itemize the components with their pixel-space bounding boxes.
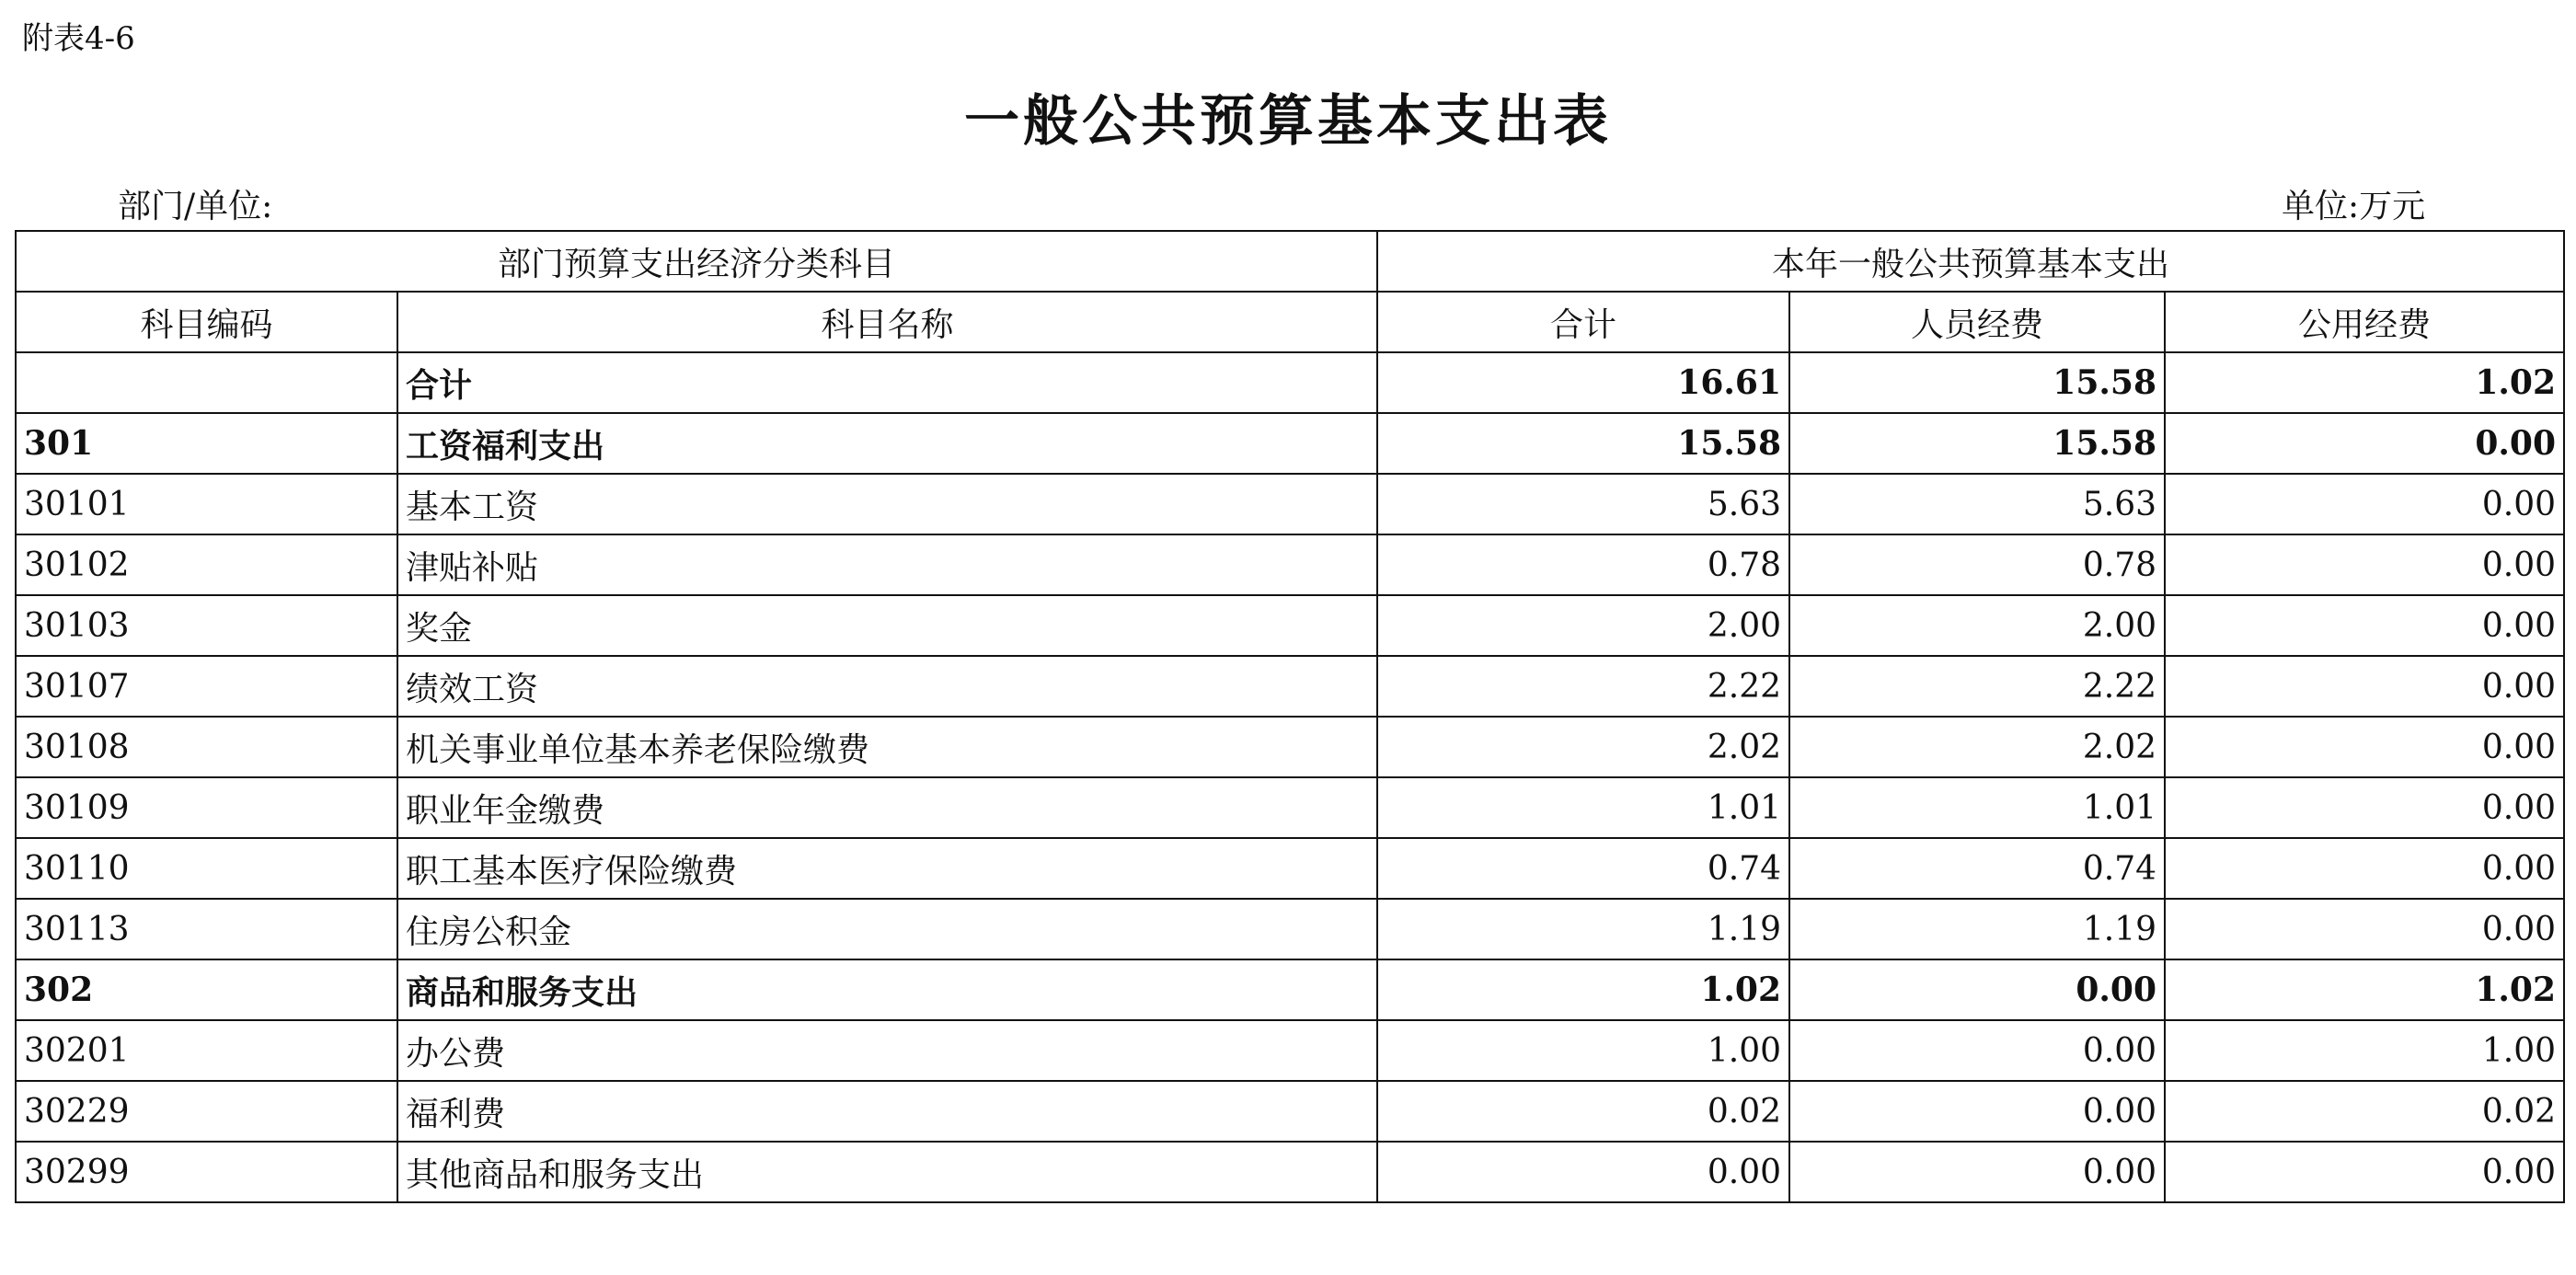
- cell-personnel: 0.00: [1789, 1020, 2165, 1081]
- cell-personnel: 0.78: [1789, 534, 2165, 595]
- cell-total: 0.00: [1377, 1142, 1789, 1202]
- cell-name: 绩效工资: [397, 656, 1377, 717]
- cell-total: 2.02: [1377, 717, 1789, 777]
- table-row: [16, 838, 2564, 899]
- cell-total: 15.58: [1377, 413, 1789, 474]
- annex-label: 附表4-6: [22, 20, 135, 57]
- cell-personnel: 0.00: [1789, 959, 2165, 1020]
- cell-public: 0.00: [2165, 1142, 2564, 1202]
- cell-code: 30109: [16, 777, 397, 838]
- cell-total: 1.02: [1377, 959, 1789, 1020]
- department-label: 部门/单位:: [118, 188, 273, 225]
- table-row: [16, 474, 2564, 534]
- cell-public: 0.00: [2165, 717, 2564, 777]
- cell-public: 0.00: [2165, 838, 2564, 899]
- cell-public: 0.02: [2165, 1081, 2564, 1142]
- category-row: [16, 959, 2564, 1020]
- cell-personnel: 1.01: [1789, 777, 2165, 838]
- cell-personnel: 0.00: [1789, 1142, 2165, 1202]
- unit-label: 单位:万元: [2282, 188, 2426, 225]
- header-code: 科目编码: [16, 292, 397, 352]
- cell-total: 2.00: [1377, 595, 1789, 656]
- cell-public: 0.00: [2165, 656, 2564, 717]
- cell-name: 工资福利支出: [397, 413, 1377, 474]
- cell-personnel: 15.58: [1789, 413, 2165, 474]
- header-column-row: [16, 292, 2564, 352]
- total-row-name: 合计: [397, 352, 1377, 413]
- table-row: [16, 777, 2564, 838]
- cell-code: 301: [16, 413, 397, 474]
- cell-code: 30107: [16, 656, 397, 717]
- cell-public: 0.00: [2165, 899, 2564, 959]
- cell-public: 0.00: [2165, 413, 2564, 474]
- table-row: [16, 899, 2564, 959]
- header-group-left: 部门预算支出经济分类科目: [16, 231, 1377, 292]
- total-row-code: [16, 352, 397, 413]
- table-row: [16, 534, 2564, 595]
- table-row: [16, 1020, 2564, 1081]
- table-row: [16, 1142, 2564, 1202]
- table-row: [16, 717, 2564, 777]
- cell-name: 住房公积金: [397, 899, 1377, 959]
- cell-name: 职工基本医疗保险缴费: [397, 838, 1377, 899]
- cell-name: 福利费: [397, 1081, 1377, 1142]
- cell-name: 职业年金缴费: [397, 777, 1377, 838]
- cell-personnel: 1.19: [1789, 899, 2165, 959]
- cell-personnel: 0.74: [1789, 838, 2165, 899]
- cell-name: 奖金: [397, 595, 1377, 656]
- cell-public: 1.02: [2165, 959, 2564, 1020]
- table-body: [16, 352, 2564, 1202]
- budget-table: [15, 230, 2565, 1203]
- cell-code: 302: [16, 959, 397, 1020]
- page-title: 一般公共预算基本支出表: [964, 89, 1612, 154]
- cell-public: 0.00: [2165, 534, 2564, 595]
- cell-public: 0.00: [2165, 474, 2564, 534]
- cell-personnel: 2.22: [1789, 656, 2165, 717]
- cell-code: 30103: [16, 595, 397, 656]
- cell-total: 2.22: [1377, 656, 1789, 717]
- header-group-row: [16, 231, 2564, 292]
- cell-total: 0.02: [1377, 1081, 1789, 1142]
- cell-code: 30110: [16, 838, 397, 899]
- total-row: [16, 352, 2564, 413]
- cell-total: 1.00: [1377, 1020, 1789, 1081]
- cell-total: 1.19: [1377, 899, 1789, 959]
- cell-name: 商品和服务支出: [397, 959, 1377, 1020]
- total-row-total: 16.61: [1377, 352, 1789, 413]
- header-public: 公用经费: [2165, 292, 2564, 352]
- cell-code: 30299: [16, 1142, 397, 1202]
- cell-total: 1.01: [1377, 777, 1789, 838]
- cell-personnel: 2.00: [1789, 595, 2165, 656]
- header-group-right: 本年一般公共预算基本支出: [1377, 231, 2564, 292]
- cell-name: 基本工资: [397, 474, 1377, 534]
- cell-total: 0.74: [1377, 838, 1789, 899]
- cell-personnel: 0.00: [1789, 1081, 2165, 1142]
- table-row: [16, 1081, 2564, 1142]
- cell-name: 办公费: [397, 1020, 1377, 1081]
- category-row: [16, 413, 2564, 474]
- cell-code: 30102: [16, 534, 397, 595]
- cell-code: 30113: [16, 899, 397, 959]
- cell-personnel: 2.02: [1789, 717, 2165, 777]
- header-personnel: 人员经费: [1789, 292, 2165, 352]
- cell-code: 30108: [16, 717, 397, 777]
- cell-name: 其他商品和服务支出: [397, 1142, 1377, 1202]
- total-row-public: 1.02: [2165, 352, 2564, 413]
- cell-public: 0.00: [2165, 777, 2564, 838]
- header-total: 合计: [1377, 292, 1789, 352]
- table-row: [16, 595, 2564, 656]
- cell-name: 机关事业单位基本养老保险缴费: [397, 717, 1377, 777]
- table-row: [16, 656, 2564, 717]
- cell-total: 0.78: [1377, 534, 1789, 595]
- cell-public: 1.00: [2165, 1020, 2564, 1081]
- cell-total: 5.63: [1377, 474, 1789, 534]
- cell-personnel: 5.63: [1789, 474, 2165, 534]
- cell-code: 30201: [16, 1020, 397, 1081]
- cell-code: 30101: [16, 474, 397, 534]
- cell-code: 30229: [16, 1081, 397, 1142]
- cell-public: 0.00: [2165, 595, 2564, 656]
- cell-name: 津贴补贴: [397, 534, 1377, 595]
- header-name: 科目名称: [397, 292, 1377, 352]
- total-row-personnel: 15.58: [1789, 352, 2165, 413]
